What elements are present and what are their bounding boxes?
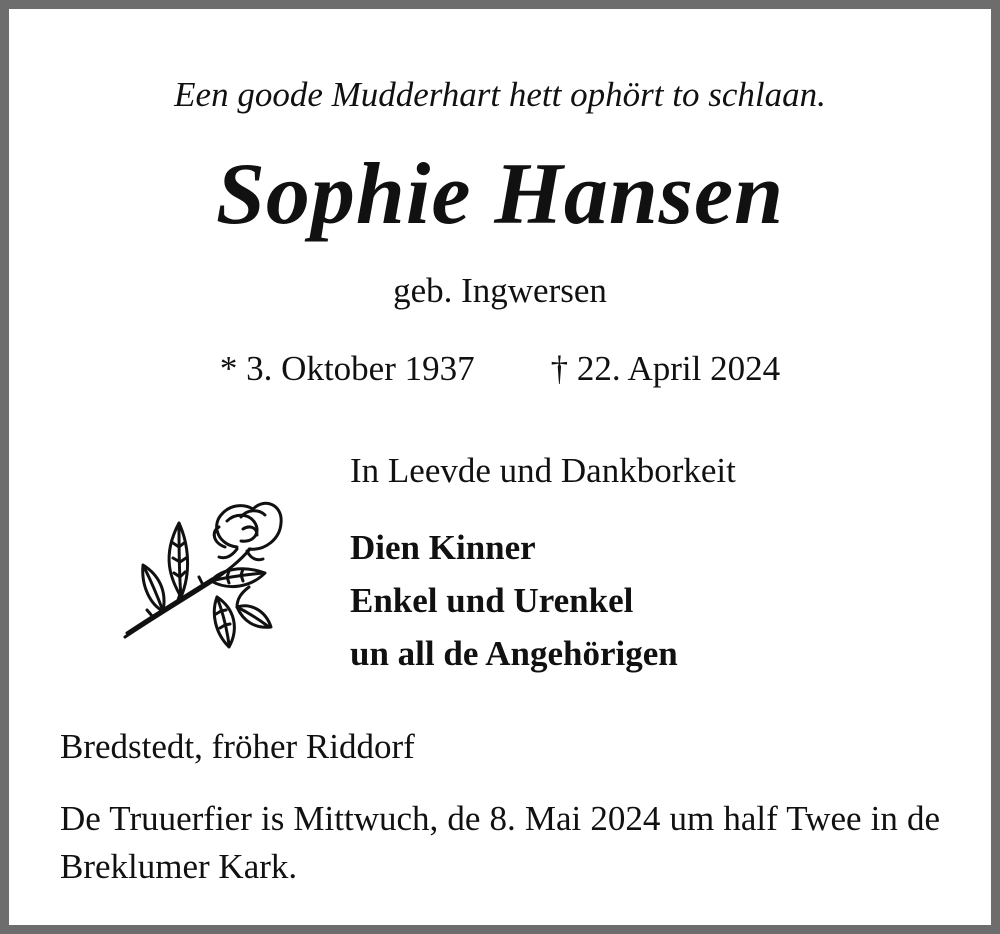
motto: Een goode Mudderhart hett ophört to schlaan. bbox=[174, 75, 826, 114]
birth-name: geb. Ingwersen bbox=[393, 271, 607, 310]
place-line: Bredstedt, fröher Riddorf bbox=[60, 727, 415, 766]
mourners-list bbox=[350, 521, 678, 680]
rose-icon bbox=[115, 487, 285, 655]
birth-date: * 3. Oktober 1937 bbox=[219, 349, 475, 388]
death-date: † 22. April 2024 bbox=[550, 349, 781, 388]
mourner-line: Dien Kinner bbox=[350, 528, 536, 567]
mourner-line: Enkel und Urenkel bbox=[350, 581, 634, 620]
dedication-line: In Leevde und Dankborkeit bbox=[350, 451, 736, 490]
mourner-line: un all de Angehörigen bbox=[350, 634, 678, 673]
deceased-name: Sophie Hansen bbox=[215, 146, 785, 243]
funeral-service-info: De Truuerfier is Mittwuch, de 8. Mai 2024 um half Twee in de Breklumer Kark. bbox=[60, 799, 940, 886]
life-dates bbox=[9, 347, 991, 391]
